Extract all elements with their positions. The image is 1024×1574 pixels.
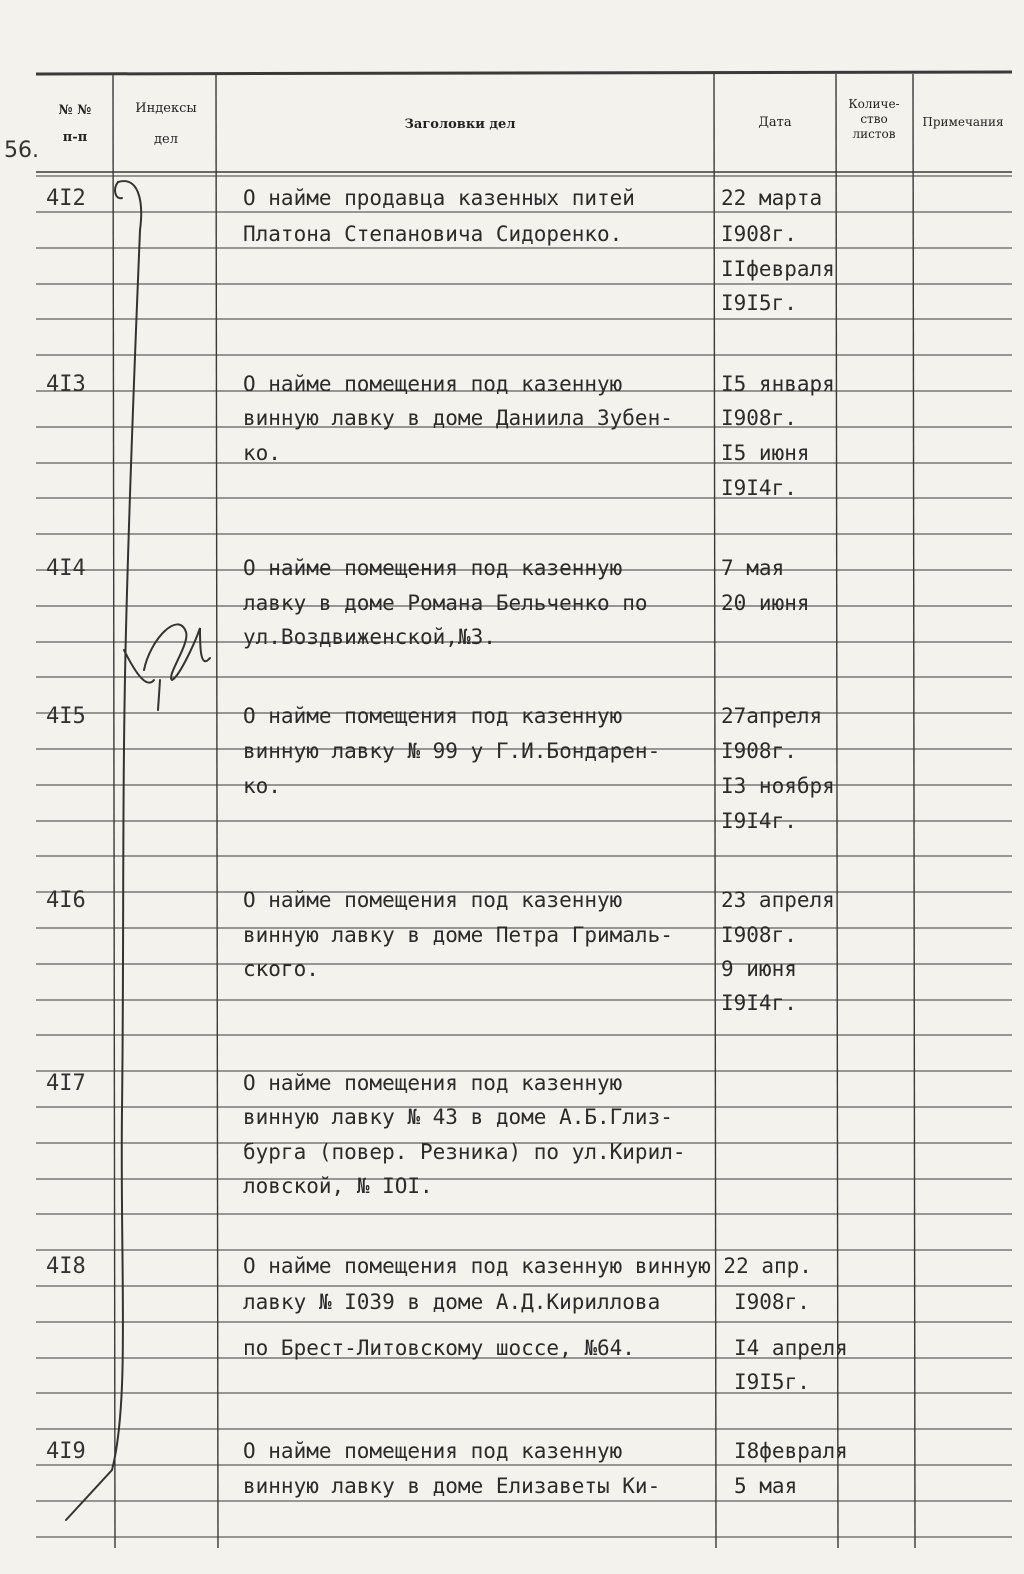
entry-date-line: IIфевраля	[721, 257, 835, 281]
entry-date-line: 9 июня	[721, 957, 797, 981]
entry-title-line: О найме помещения под казенную	[243, 888, 623, 912]
entry-title-line: О найме помещения под казенную винную 22 апр.	[243, 1254, 812, 1278]
header-index-line1: Индексы	[135, 101, 197, 116]
entry-number: 4I7	[46, 1071, 86, 1096]
entry-number: 4I8	[46, 1254, 86, 1279]
entry-title-line: ского.	[243, 957, 319, 981]
rule-line	[36, 72, 1012, 74]
header-num-line1: № №	[58, 103, 92, 118]
header-num-col	[40, 103, 110, 145]
header-count-line3: листов	[852, 127, 896, 141]
entry-date-line: I908г.	[721, 739, 797, 763]
entry-title-line: по Брест-Литовскому шоссе, №64.	[243, 1336, 635, 1360]
entry-number: 4I3	[46, 372, 86, 397]
entry-title-line: ул.Воздвиженской,№3.	[243, 625, 496, 649]
entry-title-line: бурга (повер. Резника) по ул.Кирил-	[243, 1140, 686, 1164]
entry-number: 4I2	[46, 186, 86, 211]
header-date: Дата	[758, 115, 792, 130]
entry-title-line: ко.	[243, 774, 281, 798]
header-index-col	[118, 101, 214, 147]
entry-date-line: I9I5г.	[734, 1370, 810, 1394]
entry-date-line: I9I5г.	[721, 291, 797, 315]
entry-title-line: винную лавку № 99 у Г.И.Бондарен-	[243, 739, 661, 763]
entry-title-line: ловской, № IOI.	[243, 1174, 433, 1198]
entry-title-line: О найме помещения под казенную	[243, 556, 623, 580]
entry-title-line: лавку в доме Романа Бельченко по	[243, 591, 648, 615]
entry-number: 4I5	[46, 704, 86, 729]
header-notes: Примечания	[922, 115, 1004, 129]
page-number: 56.	[4, 138, 39, 163]
entry-number: 4I9	[46, 1439, 86, 1464]
header-index-line2: дел	[154, 132, 178, 147]
entry-title-line: винную лавку в доме Петра Грималь-	[243, 923, 673, 947]
entry-date-line: I908г.	[721, 222, 797, 246]
entry-date-line: I4 апреля	[734, 1336, 848, 1360]
entry-title-line: О найме помещения под казенную	[243, 1071, 623, 1095]
entry-date-line: I9I4г.	[721, 809, 797, 833]
entry-date-line: I908г.	[721, 923, 797, 947]
entry-title-line: О найме продавца казенных питей	[243, 186, 635, 210]
header-titles: Заголовки дел	[404, 117, 516, 132]
rule-line	[714, 74, 716, 1548]
entry-date-line: I908г.	[721, 406, 797, 430]
entry-title-line: винную лавку в доме Елизаветы Ки-	[243, 1474, 661, 1498]
entry-title-line: О найме помещения под казенную	[243, 372, 623, 396]
entry-date-line: 20 июня	[721, 591, 810, 615]
entry-date-line: I908г.	[734, 1290, 810, 1314]
rule-line	[836, 74, 838, 1548]
handwritten-bracket-signature	[60, 170, 240, 1540]
entry-date-line: 22 марта	[721, 186, 823, 210]
entry-title-line: О найме помещения под казенную	[243, 704, 623, 728]
entry-date-line: I8февраля	[734, 1439, 848, 1463]
entry-date-line: I3 ноября	[721, 774, 835, 798]
header-count-line2: ство	[860, 112, 888, 126]
entry-date-line: 27апреля	[721, 704, 823, 728]
entry-title-line: О найме помещения под казенную	[243, 1439, 623, 1463]
entry-title-line: Платона Степановича Сидоренко.	[243, 222, 623, 246]
header-count-col	[834, 97, 914, 142]
entry-date-line: 5 мая	[734, 1474, 798, 1498]
entry-title-line: винную лавку № 43 в доме А.Б.Глиз-	[243, 1105, 673, 1129]
entry-date-line: I9I4г.	[721, 476, 797, 500]
entry-date-line: 23 апреля	[721, 888, 835, 912]
entry-number: 4I4	[46, 556, 86, 581]
header-num-line2: п-п	[62, 130, 88, 145]
entry-date-line: I9I4г.	[721, 991, 797, 1015]
entry-date-line: I5 июня	[721, 441, 810, 465]
entry-date-line: 7 мая	[721, 556, 785, 580]
rule-line	[913, 74, 915, 1548]
entry-title-line: ко.	[243, 441, 281, 465]
entry-number: 4I6	[46, 888, 86, 913]
entry-date-line: I5 января	[721, 372, 835, 396]
header-count-line1: Количе-	[848, 97, 900, 111]
entry-title-line: лавку № I039 в доме А.Д.Кириллова	[243, 1290, 661, 1314]
entry-title-line: винную лавку в доме Даниила Зубен-	[243, 406, 673, 430]
